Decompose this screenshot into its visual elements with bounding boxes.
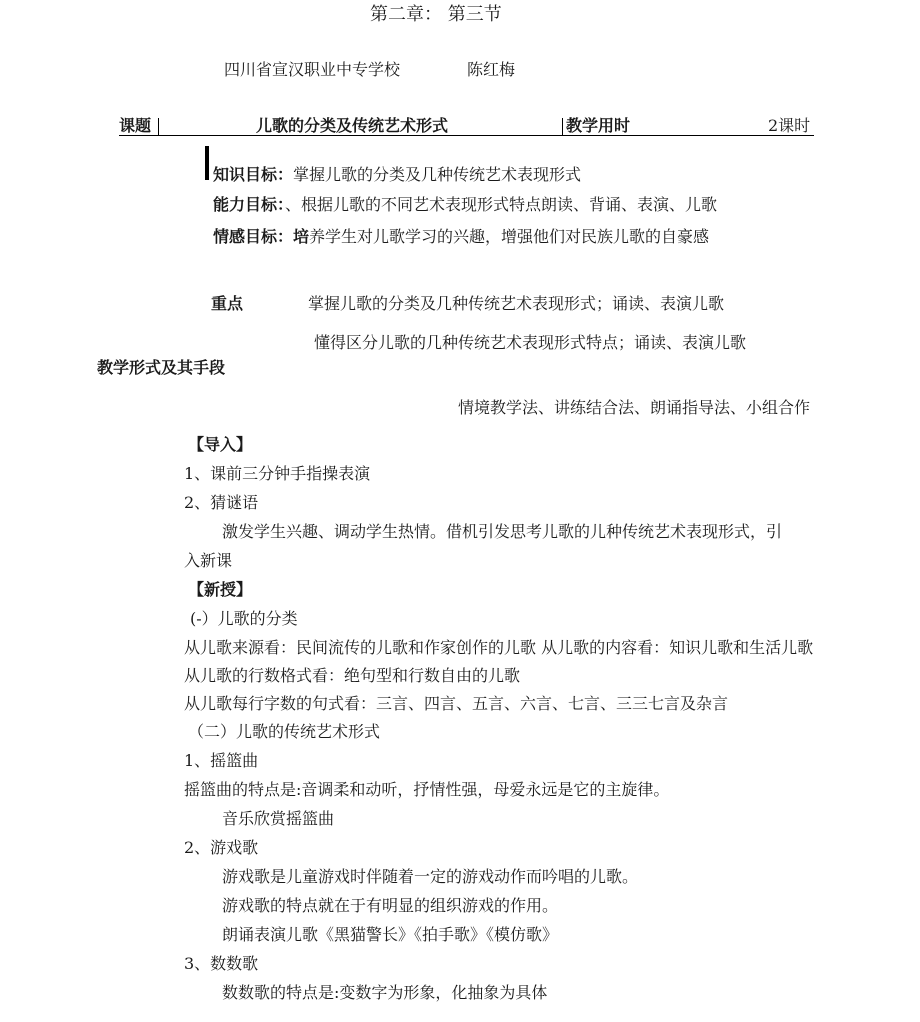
- time-value: 2课时: [768, 116, 811, 135]
- emotion-label: 情感目标：培: [213, 227, 310, 246]
- ability-label: 能力目标：: [213, 195, 286, 214]
- ability-text: 、根据儿歌的不同艺术表现形式特点朗读、背诵、表演、儿歌: [285, 195, 718, 214]
- difficulty-text: 懂得区分儿歌的几种传统艺术表现形式特点；诵读、表演儿歌: [314, 333, 747, 352]
- ability-objective: [213, 195, 717, 215]
- author-name: 陈红梅: [467, 60, 516, 79]
- key-point-text: 掌握儿歌的分类及几种传统艺术表现形式；诵读、表演儿歌: [308, 294, 725, 313]
- topic-title: 儿歌的分类及传统艺术形式: [256, 116, 449, 135]
- chapter-title: 第二章： 第三节: [370, 4, 502, 25]
- key-point-label: 重点: [211, 294, 244, 313]
- intro-item-1: 1、课前三分钟手指操表演: [184, 464, 371, 483]
- methods-text: 情境教学法、讲练结合法、朗诵指导法、小组合作: [458, 398, 811, 417]
- new-lesson-heading: 【新授】: [188, 580, 253, 599]
- intro-paragraph-line-1: 激发学生兴趣、调动学生热情。借机引发思考儿歌的儿种传统艺术表现形式，引: [222, 522, 783, 541]
- emotion-objective: [213, 227, 709, 247]
- intro-item-2: 2、猜谜语: [184, 493, 259, 512]
- game-song-title: 2、游戏歌: [184, 838, 259, 857]
- lullaby-title: 1、摇篮曲: [184, 751, 259, 770]
- time-label: 教学用时: [566, 116, 631, 135]
- game-song-description-1: 游戏歌是儿童游戏时伴随着一定的游戏动作而吟唱的儿歌。: [222, 867, 639, 886]
- topic-label: 课题: [119, 116, 152, 135]
- lullaby-description: 摇篮曲的特点是:音调柔和动听，抒情性强，母爱永远是它的主旋律。: [184, 780, 670, 799]
- intro-heading: 【导入】: [188, 435, 253, 454]
- game-song-activity: 朗诵表演儿歌《黑猫警长》《拍手歌》《模仿歌》: [222, 925, 559, 944]
- column-divider: [158, 118, 159, 135]
- section-2-title: （二）儿歌的传统艺术形式: [188, 722, 381, 741]
- classification-line-1: 从儿歌来源看：民间流传的儿歌和作家创作的儿歌 从儿歌的内容看：知识儿歌和生活儿歌: [184, 638, 814, 657]
- section-1-title: (-）儿歌的分类: [190, 609, 298, 628]
- objectives-marker: [205, 146, 209, 180]
- knowledge-label: 知识目标：: [213, 165, 294, 184]
- methods-label: 教学形式及其手段: [97, 358, 226, 377]
- row-underline: [119, 135, 814, 136]
- classification-line-3: 从儿歌每行字数的句式看：三言、四言、五言、六言、七言、三三七言及杂言: [184, 694, 729, 713]
- counting-song-description: 数数歌的特点是:变数字为形象，化抽象为具体: [222, 983, 548, 1002]
- lullaby-activity: 音乐欣赏摇篮曲: [222, 809, 335, 828]
- column-divider: [562, 118, 563, 135]
- game-song-description-2: 游戏歌的特点就在于有明显的组织游戏的作用。: [222, 896, 559, 915]
- knowledge-objective: [213, 165, 581, 185]
- counting-song-title: 3、数数歌: [184, 954, 259, 973]
- classification-line-2: 从儿歌的行数格式看：绝句型和行数自由的儿歌: [184, 666, 521, 685]
- emotion-text: 养学生对儿歌学习的兴趣，增强他们对民族儿歌的自豪感: [309, 227, 710, 246]
- intro-paragraph-line-2: 入新课: [184, 551, 233, 570]
- knowledge-text: 掌握儿歌的分类及几种传统艺术表现形式: [293, 165, 582, 184]
- school-name: 四川省宣汉职业中专学校: [224, 60, 401, 79]
